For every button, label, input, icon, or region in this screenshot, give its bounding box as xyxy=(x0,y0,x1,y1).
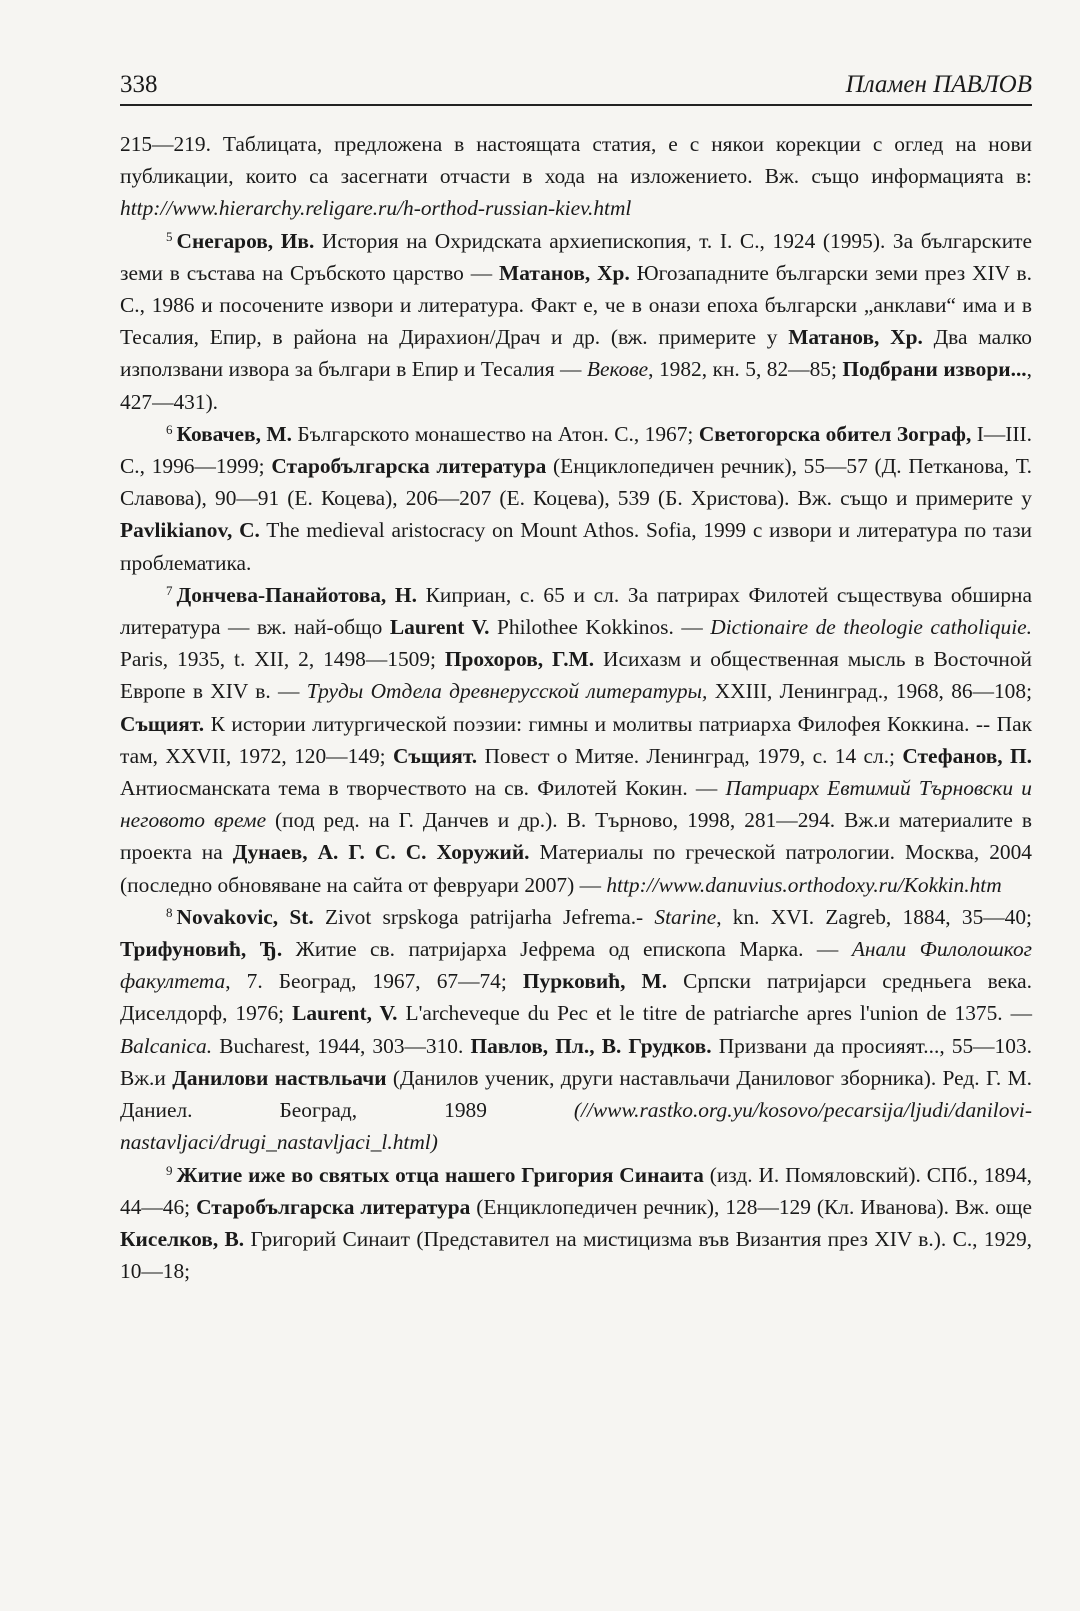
italic-title: Starine xyxy=(654,904,717,929)
footnote-text: Югозападните български земи през XIV в. С., 1986 и посочените извори и литература. Факт е, че в онази епоха български „анклави“ има и в Тесалия, Епир, в района на Дирахион/Драч и др. (вж. примерите у xyxy=(120,260,1032,350)
footnote-text: Два малко използвани извора за българи в Епир и Тесалия — xyxy=(120,325,1032,382)
author-name: Светогорска обител Зограф, xyxy=(698,421,972,446)
author-name: Стефанов, П. xyxy=(902,743,1032,768)
footnote-text: Zivot srpskoga patrijarha Jefrema.- xyxy=(313,904,655,929)
footnote-text: Bucharest, 1944, 303—310. xyxy=(212,1033,471,1058)
footnote-text: Призвани да просияят..., 55—103. Вж.и xyxy=(120,1033,1032,1090)
footnote-number: 8 xyxy=(166,904,173,920)
footnote-text: Материалы по греческой патрологии. Москва, 2004 (последно обновяване на сайта от февруари 2007) — xyxy=(120,840,1033,897)
footnote-text: 215—219. Таблицата, предложена в настоящата статия, е с някои корекции с оглед на нови публикации, които са засегнати отчасти в хода на изложението. Вж. също информацията в: xyxy=(120,132,1032,189)
document-page xyxy=(120,70,1032,1287)
author-name: Дунаев, А. Г. С. С. Хоружий. xyxy=(232,840,530,865)
footnote-text: (Данилов ученик, други наставльачи Даниловог зборника). Ред. Г. М. Даниел. Београд, 1989 xyxy=(120,1065,1032,1123)
author-name: Pavlikianov, C. xyxy=(120,518,260,543)
footnote-text: История на Охридската архиепископия, т. I. С., 1924 (1995). За българските земи в състава на Сръбското царство — xyxy=(120,228,1032,285)
footnote-text: Philothee Kokkinos. — xyxy=(489,615,711,640)
footnote-number: 5 xyxy=(166,228,173,244)
italic-title: Анали Филолошког факултета xyxy=(120,937,1032,994)
author-name: Подбрани извори... xyxy=(842,357,1027,382)
footnote-text: L'archeveque du Pec et le titre de patriarche apres l'union de 1375. — xyxy=(397,1001,1032,1026)
footnote-text: Paris, 1935, t. XII, 2, 1498—1509; xyxy=(120,647,445,672)
italic-title: Dictionaire de theologie catholiquie. xyxy=(710,615,1033,640)
italic-title: Векове xyxy=(586,357,649,382)
footnote-text: Исихазм и общественная мысль в Восточной Европе в XIV в. — xyxy=(120,647,1032,704)
footnote-text: (изд. И. Помяловский). СПб., 1894, 44—46; xyxy=(120,1162,1032,1219)
footnote-text: Антиосманската тема в творчеството на св. Филотей Кокин. — xyxy=(120,776,726,801)
footnote-continuation xyxy=(120,128,1032,225)
author-name: Снегаров, Ив. xyxy=(176,228,315,253)
footnote-7 xyxy=(120,579,1032,901)
author-name: Laurent, V. xyxy=(292,1001,398,1026)
footnote-text: К истории литургической поэзии: гимны и молитвы патриарха Филофея Коккина. -- Пак там, XXVII, 1972, 120—149; xyxy=(120,711,1032,768)
footnote-6 xyxy=(120,418,1032,579)
author-name: Житие иже во святых отца нашего Григория Синаита xyxy=(176,1162,704,1187)
italic-title: (//www.rastko.org.yu/kosovo/pecarsija/ljudi/danilovi-nastavljaci/drugi_nastavljaci_l.html) xyxy=(120,1098,1032,1155)
footnote-text: Српски патријарси средньега века. Диселдорф, 1976; xyxy=(120,969,1032,1026)
footnote-text: , 7. Београд, 1967, 67—74; xyxy=(225,969,523,994)
author-name: Пурковић, М. xyxy=(522,969,668,994)
footnote-text: The medieval aristocracy on Mount Athos. Sofia, 1999 с извори и литература по тази проблематика. xyxy=(120,518,1032,575)
footnote-text: Житие св. патријарха Јефрема од епископа Марка. — xyxy=(282,937,852,962)
footnote-text: I—III. С., 1996—1999; xyxy=(120,421,1032,479)
author-name: Старобългарска литература xyxy=(196,1194,471,1219)
author-name: Дончева-Панайотова, Н. xyxy=(176,582,417,607)
footnote-5 xyxy=(120,225,1032,418)
author-name: Същият. xyxy=(120,711,205,736)
footnote-8 xyxy=(120,901,1032,1159)
author-name: Трифуновић, Ђ. xyxy=(120,937,283,962)
footnote-text: , 427—431). xyxy=(120,357,1032,414)
italic-title: http://www.danuvius.orthodoxy.ru/Kokkin.htm xyxy=(606,872,1002,897)
author-name: Данилови наствльачи xyxy=(172,1065,387,1090)
italic-title: Патриарх Евтимий Търновски и неговото време xyxy=(120,776,1032,833)
footnote-text: , 1982, кн. 5, 82—85; xyxy=(648,357,843,382)
footnote-text: Повест о Митяе. Ленинград, 1979, с. 14 сл.; xyxy=(477,743,903,768)
author-name: Прохоров, Г.М. xyxy=(444,647,595,672)
author-name: Павлов, Пл., В. Грудков. xyxy=(470,1033,712,1058)
author-name: Същият. xyxy=(392,743,478,768)
italic-title: Balcanica. xyxy=(120,1033,213,1058)
author-name: Матанов, Хр. xyxy=(788,325,923,350)
author-name: Laurent V. xyxy=(389,615,490,640)
italic-title: Труды Отдела древнерусской литературы, xyxy=(306,679,708,704)
footnote-9 xyxy=(120,1159,1032,1288)
footnote-text: Григорий Синаит (Представител на мистицизма във Византия през XIV в.). С., 1929, 10—18; xyxy=(120,1226,1033,1284)
author-name: Матанов, Хр. xyxy=(499,260,630,285)
footnote-text: (под ред. на Г. Данчев и др.). В. Търново, 1998, 281—294. Вж.и материалите в проекта на xyxy=(120,808,1032,865)
running-title-author: Пламен ПАВЛОВ xyxy=(845,71,1032,98)
author-name: Старобългарска литература xyxy=(271,454,547,479)
footnote-number: 6 xyxy=(166,421,173,437)
footnote-text: (Енциклопедичен речник), 128—129 (Кл. Иванова). Вж. още xyxy=(470,1194,1032,1219)
author-name: Киселков, В. xyxy=(120,1226,245,1251)
footnote-text: (Енциклопедичен речник), 55—57 (Д. Петканова, Т. Славова), 90—91 (Е. Коцева), 206—207 (Е. Коцева), 539 (Б. Христова). Вж. също и примерите у xyxy=(120,454,1033,511)
italic-title: http://www.hierarchy.religare.ru/h-orthod-russian-kiev.html xyxy=(120,196,632,221)
footnote-text: , kn. XVI. Zagreb, 1884, 35—40; xyxy=(716,904,1032,929)
footnotes-body xyxy=(120,128,1032,1287)
footnote-number: 9 xyxy=(166,1162,173,1178)
author-name: Ковачев, М. xyxy=(176,421,292,446)
running-header xyxy=(120,70,1032,106)
footnote-text: XXIII, Ленинград., 1968, 86—108; xyxy=(707,679,1033,704)
footnote-text: Българското монашество на Атон. С., 1967; xyxy=(291,421,699,446)
page-number: 338 xyxy=(120,71,158,98)
author-name: Novakovic, St. xyxy=(176,904,314,929)
footnote-text: Киприан, с. 65 и сл. За патрирах Филотей съществува обширна литература — вж. най-общо xyxy=(120,582,1032,640)
footnote-number: 7 xyxy=(166,582,173,598)
